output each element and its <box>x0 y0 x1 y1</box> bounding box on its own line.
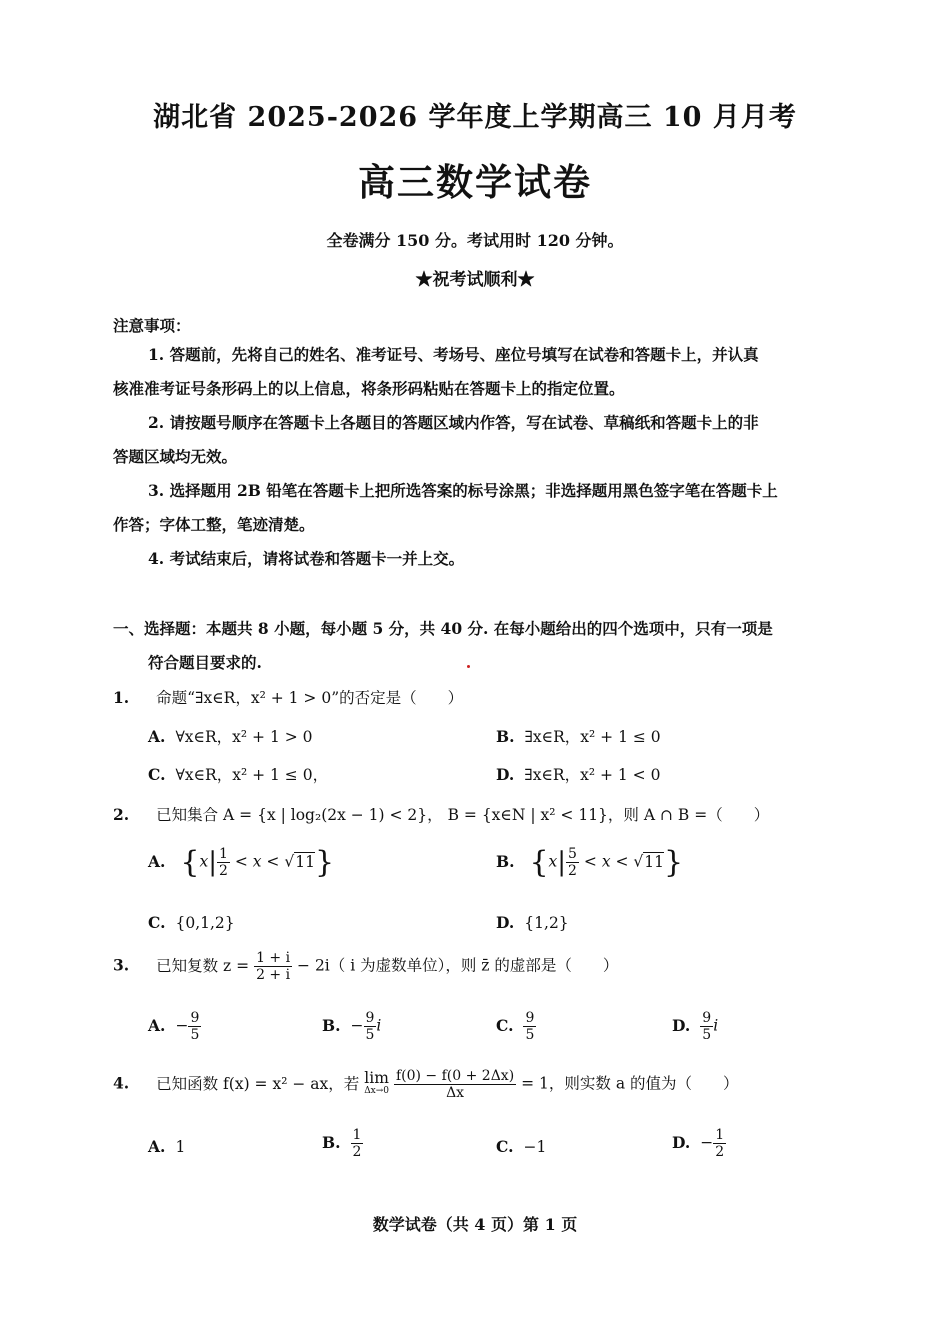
q3-option-d[interactable] <box>672 1010 718 1043</box>
lim-sub: Δx→0 <box>364 1085 390 1096</box>
suffix: i <box>376 1016 382 1035</box>
q4-option-d[interactable] <box>672 1127 726 1160</box>
question-3 <box>113 950 618 983</box>
bar: | <box>557 847 567 878</box>
den: 2 <box>715 1144 725 1160</box>
q2-a-den: 2 <box>218 863 228 879</box>
q2-option-d-label: D. <box>496 913 515 932</box>
note-3-line2: 作答；字体工整，笔迹清楚。 <box>113 515 315 534</box>
q2-option-c-label: C. <box>148 913 166 932</box>
den: 5 <box>525 1027 535 1043</box>
q3-option-d-label: D. <box>672 1015 691 1035</box>
sign: − <box>350 1016 364 1035</box>
num: 1 <box>352 1127 362 1143</box>
question-1-stem: 命题“∃x∈R，x² + 1 > 0”的否定是（ ） <box>156 689 464 707</box>
var-x: x <box>199 852 209 871</box>
question-1 <box>113 686 463 708</box>
q4-option-a[interactable] <box>148 1137 185 1156</box>
num: 9 <box>702 1010 712 1026</box>
fraction <box>700 1010 713 1043</box>
sign: − <box>700 1133 714 1152</box>
limit <box>364 1068 390 1098</box>
q3-frac-num: 1 + i <box>256 950 291 966</box>
num: 9 <box>525 1010 535 1026</box>
num: 9 <box>365 1010 375 1026</box>
q4-option-a-text: 1 <box>175 1138 186 1156</box>
question-2-number: 2. <box>113 805 130 824</box>
note-3-line1: 3. 选择题用 2B 铅笔在答题卡上把所选答案的标号涂黑；非选择题用黑色签字笔在答题卡上 <box>148 481 778 500</box>
den: 5 <box>365 1027 375 1043</box>
suffix: i <box>713 1016 719 1035</box>
q3-frac-den: 2 + i <box>256 967 291 983</box>
q1-option-c-text: ∀x∈R，x² + 1 ≤ 0， <box>175 766 329 784</box>
q3-option-b-label: B. <box>322 1015 341 1035</box>
fraction <box>364 1010 377 1043</box>
num: 9 <box>190 1010 200 1026</box>
q2-option-a[interactable]: A. {x| $\frac{1}{2}$ < x < √11} <box>148 845 335 880</box>
q3-option-b[interactable] <box>322 1010 381 1043</box>
q3-option-a-label: A. <box>148 1015 166 1035</box>
q2-a-num: 1 <box>218 846 228 862</box>
exam-info: 全卷满分 150 分。考试用时 120 分钟。 <box>326 231 624 250</box>
q4-option-c[interactable] <box>496 1137 546 1156</box>
var-x: x <box>548 852 558 871</box>
q4-fraction <box>394 1068 516 1101</box>
q1-option-b-text: ∃x∈R，x² + 1 ≤ 0 <box>524 728 661 746</box>
q1-option-c-label: C. <box>148 765 166 784</box>
q4-frac-den: Δx <box>446 1085 465 1101</box>
q2-option-b-label: B. <box>496 851 515 871</box>
num: 1 <box>715 1127 725 1143</box>
fraction <box>523 1010 536 1043</box>
q2-b-sqrt: 11 <box>644 852 665 871</box>
q3-fraction <box>254 950 292 983</box>
q2-a-sqrt: 11 <box>295 852 315 871</box>
note-1-line2: 核准准考证号条形码上的以上信息，将条形码粘贴在答题卡上的指定位置。 <box>113 379 625 398</box>
q1-option-d-label: D. <box>496 765 515 784</box>
good-luck-line: ★祝考试顺利★ <box>415 270 535 290</box>
q1-option-d[interactable] <box>496 763 660 785</box>
var-x: x <box>252 852 262 871</box>
note-4-line1: 4. 考试结束后，请将试卷和答题卡一并上交。 <box>148 549 465 568</box>
fraction <box>713 1127 726 1160</box>
brace-right: } <box>314 845 335 880</box>
fraction <box>188 1010 201 1043</box>
q4-option-d-label: D. <box>672 1132 691 1152</box>
fraction <box>351 1127 364 1160</box>
var-x: x <box>601 852 611 871</box>
question-4-stem-post: = 1，则实数 a 的值为（ ） <box>521 1074 739 1093</box>
q2-option-c[interactable] <box>148 913 235 932</box>
q2-option-c-text: {0,1,2} <box>175 914 235 932</box>
note-2-line2: 答题区域均无效。 <box>113 447 238 466</box>
brace-left: { <box>529 845 549 880</box>
q1-option-a-text: ∀x∈R，x² + 1 > 0 <box>175 728 313 746</box>
q2-option-d[interactable] <box>496 913 569 932</box>
q4-option-a-label: A. <box>148 1137 166 1156</box>
q3-option-c-label: C. <box>496 1015 514 1035</box>
question-3-number: 3. <box>113 955 130 975</box>
exam-title: 湖北省 2025-2026 学年度上学期高三 10 月月考 <box>153 102 797 133</box>
q1-option-d-text: ∃x∈R，x² + 1 < 0 <box>524 766 661 784</box>
exam-subtitle: 高三数学试卷 <box>358 160 592 204</box>
brace-right: } <box>664 845 684 880</box>
question-3-stem-post: − 2i（ i 为虚数单位），则 z̄ 的虚部是（ ） <box>297 956 619 975</box>
question-2-stem-b: B = {x∈N | x² < 11}，则 A ∩ B =（ ） <box>447 806 770 824</box>
section-heading-line1: 一、选择题：本题共 8 小题，每小题 5 分，共 40 分. 在每小题给出的四个选项中，只有一项是 <box>113 619 773 638</box>
q1-option-b-label: B. <box>496 727 515 746</box>
q4-option-c-text: −1 <box>523 1138 547 1156</box>
q1-option-a-label: A. <box>148 727 166 746</box>
question-2-stem-a: 已知集合 A = {x | log₂(2x − 1) < 2}， <box>156 806 443 824</box>
note-2-line1: 2. 请按题号顺序在答题卡上各题目的答题区域内作答，写在试卷、草稿纸和答题卡上的非 <box>148 413 759 432</box>
den: 5 <box>190 1027 200 1043</box>
note-1-line1: 1. 答题前，先将自己的姓名、准考证号、考场号、座位号填写在试卷和答题卡上，并认真 <box>148 345 759 364</box>
note-item-2 <box>113 406 838 474</box>
notes-heading: 注意事项： <box>113 316 191 335</box>
section-heading-line2: 符合题目要求的. <box>148 653 262 672</box>
q2-option-d-text: {1,2} <box>524 914 569 932</box>
note-item-4 <box>113 542 838 576</box>
q4-frac-num: f(0) − f(0 + 2Δx) <box>395 1068 515 1084</box>
q1-option-c[interactable] <box>148 763 328 785</box>
q1-option-b[interactable] <box>496 725 661 747</box>
den: 2 <box>352 1144 362 1160</box>
question-4 <box>113 1068 738 1101</box>
note-item-3 <box>113 474 838 542</box>
q2-option-a-label: A. <box>148 851 166 871</box>
q4-option-c-label: C. <box>496 1137 514 1156</box>
q2-b-num: 5 <box>568 846 577 862</box>
note-item-1 <box>113 338 838 406</box>
den: 5 <box>702 1027 712 1043</box>
q3-option-c[interactable] <box>496 1010 536 1043</box>
question-1-number: 1. <box>113 688 130 707</box>
lim-text: lim <box>364 1068 389 1087</box>
q2-b-den: 2 <box>568 863 577 879</box>
q4-option-b[interactable] <box>322 1127 363 1160</box>
question-3-stem-pre: 已知复数 z = <box>156 956 250 975</box>
fraction <box>566 846 579 879</box>
q1-option-a[interactable] <box>148 725 313 747</box>
fraction <box>217 846 230 879</box>
q4-option-b-label: B. <box>322 1132 341 1152</box>
question-4-stem-pre: 已知函数 f(x) = x² − ax，若 <box>156 1074 360 1093</box>
section-heading <box>113 612 843 680</box>
q3-option-a[interactable] <box>148 1010 201 1043</box>
question-2 <box>113 803 769 825</box>
sign: − <box>175 1016 189 1035</box>
ink-speck <box>467 665 470 668</box>
page-footer: 数学试卷（共 4 页）第 1 页 <box>372 1215 578 1234</box>
bar: | <box>208 847 217 878</box>
q2-option-b[interactable]: B. {x| $\frac{5}{2}$ < x < √11} <box>496 845 684 880</box>
question-4-number: 4. <box>113 1073 130 1093</box>
brace-left: { <box>180 845 200 880</box>
